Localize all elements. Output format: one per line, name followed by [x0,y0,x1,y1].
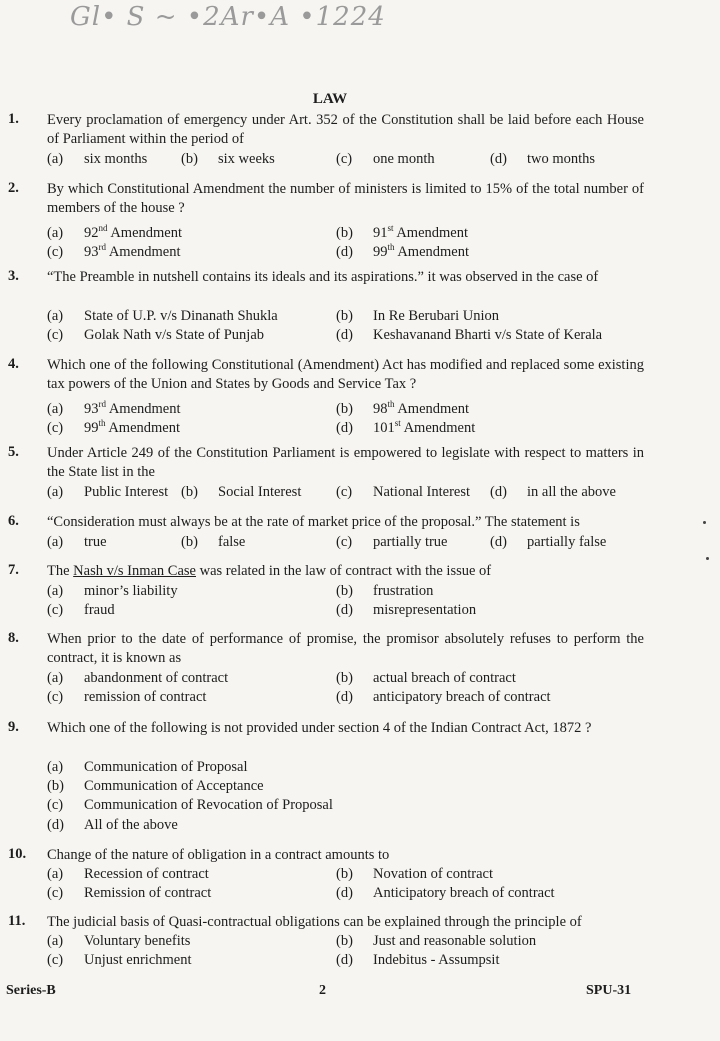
option-label: (b) [336,866,353,882]
option-c [47,414,180,438]
option-text: anticipatory breach of contract [373,689,551,705]
question-number: 5. [8,444,19,460]
option-text: Golak Nath v/s State of Punjab [84,327,265,343]
option-b [181,483,301,502]
option-text: true [84,534,107,550]
option-label: (d) [336,602,353,618]
question-number: 9. [8,719,19,735]
option-text: false [218,534,246,550]
option-c [47,238,181,262]
option-label: (a) [47,151,64,167]
option-d [490,533,606,552]
option-label: (a) [47,400,64,417]
option-text: actual breach of contract [373,670,516,686]
option-text: 91st Amendment [373,223,469,241]
option-text: 99th Amendment [84,418,181,436]
option-text: 93rd Amendment [84,399,181,417]
option-d [336,414,475,438]
option-c [47,688,206,707]
option-text: Anticipatory breach of contract [373,885,555,901]
option-text: six weeks [218,151,275,167]
option-text: 98th Amendment [373,399,470,417]
option-d [336,326,602,345]
option-d [336,688,551,707]
stem-text: The [47,563,74,579]
question-number: 3. [8,268,19,284]
option-label: (b) [336,933,353,949]
option-text: minor’s liability [84,583,178,599]
option-label: (a) [47,933,64,949]
option-text: Communication of Proposal [84,759,248,775]
question-number: 10. [8,846,27,862]
question-stem: By which Constitutional Amendment the number of ministers is limited to 15% of the total number of members of the house ? [47,181,644,216]
option-a [47,533,107,552]
option-text: fraud [84,602,115,618]
option-d [336,238,469,262]
question-number: 2. [8,180,19,196]
option-label: (b) [47,778,64,794]
case-name-underlined: Nash v/s Inman Case [73,563,196,579]
option-d [336,951,499,970]
question-number: 11. [8,913,26,929]
option-c [47,951,192,970]
option-label: (c) [47,243,64,260]
option-b [336,865,493,884]
question-number: 7. [8,562,19,578]
option-text: Communication of Revocation of Proposal [84,797,333,813]
option-b [47,777,264,796]
option-a [47,669,228,688]
option-a [47,582,178,601]
option-label: (c) [336,151,353,167]
option-text: misrepresentation [373,602,477,618]
option-text: partially true [373,534,448,550]
option-text: In Re Berubari Union [373,308,500,324]
question-stem: Which one of the following Constitutional (Amendment) Act has modified and replaced some existing tax powers of the Union and States by Goods and Service Tax ? [47,357,644,392]
option-label: (b) [336,224,353,241]
option-text: Social Interest [218,484,302,500]
option-b [336,582,433,601]
option-label: (c) [47,419,64,436]
option-text: remission of contract [84,689,207,705]
option-text: Indebitus - Assumpsit [373,952,500,968]
option-c [336,150,435,169]
option-label: (d) [336,243,353,260]
option-label: (d) [336,952,353,968]
option-label: (d) [490,484,507,500]
option-text: two months [527,151,596,167]
stem-text: was related in the law of contract with the issue of [196,563,492,579]
option-label: (b) [336,670,353,686]
question-number: 1. [8,111,19,127]
option-text: frustration [373,583,434,599]
question-stem [47,562,644,581]
option-label: (d) [47,817,64,833]
option-c [336,533,447,552]
question-stem: When prior to the date of performance of promise, the promisor absolutely refuses to perform the contract, it is known as [47,631,644,666]
option-label: (a) [47,534,64,550]
option-text: 99th Amendment [373,242,470,260]
footer-page-number: 2 [319,983,326,998]
option-d [490,150,595,169]
option-text: 92nd Amendment [84,223,183,241]
option-d [336,884,555,903]
option-c [47,796,333,815]
option-b [336,669,516,688]
option-label: (d) [490,151,507,167]
option-label: (a) [47,583,64,599]
question-number: 4. [8,356,19,372]
option-a [47,307,278,326]
option-text: 93rd Amendment [84,242,181,260]
subject-title: LAW [312,91,348,107]
option-text: Public Interest [84,484,169,500]
option-label: (a) [47,224,64,241]
option-d [336,601,476,620]
option-text: 101st Amendment [373,418,476,436]
option-a [47,932,190,951]
option-text: Unjust enrichment [84,952,192,968]
option-label: (c) [336,484,353,500]
option-c [47,601,115,620]
option-c [47,884,211,903]
option-label: (b) [181,151,198,167]
option-label: (c) [47,885,64,901]
option-a [47,758,248,777]
option-text: All of the above [84,817,178,833]
option-c [336,483,470,502]
option-label: (d) [490,534,507,550]
option-label: (b) [336,308,353,324]
option-d [490,483,616,502]
option-label: (a) [47,308,64,324]
option-d [47,816,178,835]
option-b [181,150,275,169]
option-text: Just and reasonable solution [373,933,537,949]
scan-speck [703,521,706,524]
option-label: (d) [336,689,353,705]
question-stem: “The Preamble in nutshell contains its ideals and its aspirations.” it was observed in the case of [47,269,599,285]
option-text: partially false [527,534,607,550]
option-a [47,483,168,502]
option-b [336,932,536,951]
option-label: (c) [336,534,353,550]
option-label: (a) [47,759,64,775]
question-stem: Every proclamation of emergency under Art. 352 of the Constitution shall be laid before each House of Parliament within the period of [47,112,644,147]
footer-code: SPU-31 [586,983,632,998]
option-label: (c) [47,952,64,968]
question-stem: Which one of the following is not provided under section 4 of the Indian Contract Act, 1872 ? [47,720,592,736]
question-stem: “Consideration must always be at the rate of market price of the proposal.” The statement is [47,514,580,530]
question-stem: The judicial basis of Quasi-contractual obligations can be explained through the principle of [47,914,582,930]
option-b [336,307,499,326]
option-label: (b) [181,534,198,550]
option-a [47,865,209,884]
handwritten-scribble: Gl• S ~ •2Ar•A •1224 [70,2,386,32]
scan-speck [706,557,709,560]
option-label: (b) [336,583,353,599]
option-a [47,150,147,169]
option-text: Recession of contract [84,866,209,882]
option-label: (c) [47,689,64,705]
question-stem: Change of the nature of obligation in a contract amounts to [47,847,390,863]
option-label: (b) [336,400,353,417]
option-text: Novation of contract [373,866,493,882]
option-label: (a) [47,866,64,882]
option-label: (c) [47,602,64,618]
option-text: six months [84,151,148,167]
option-b [181,533,245,552]
option-label: (b) [181,484,198,500]
question-number: 8. [8,630,19,646]
option-text: in all the above [527,484,616,500]
option-label: (d) [336,327,353,343]
option-text: one month [373,151,435,167]
option-text: Voluntary benefits [84,933,191,949]
option-text: State of U.P. v/s Dinanath Shukla [84,308,278,324]
option-label: (c) [47,327,64,343]
option-text: Communication of Acceptance [84,778,264,794]
option-label: (c) [47,797,64,813]
option-text: abandonment of contract [84,670,229,686]
question-stem: Under Article 249 of the Constitution Parliament is empowered to legislate with respect to matters in the State list in the [47,445,644,480]
option-label: (d) [336,419,353,436]
option-text: Keshavanand Bharti v/s State of Kerala [373,327,603,343]
option-text: National Interest [373,484,471,500]
option-text: Remission of contract [84,885,212,901]
footer-series: Series-B [6,983,56,998]
option-label: (d) [336,885,353,901]
option-label: (a) [47,670,64,686]
option-c [47,326,264,345]
question-number: 6. [8,513,19,529]
option-label: (a) [47,484,64,500]
